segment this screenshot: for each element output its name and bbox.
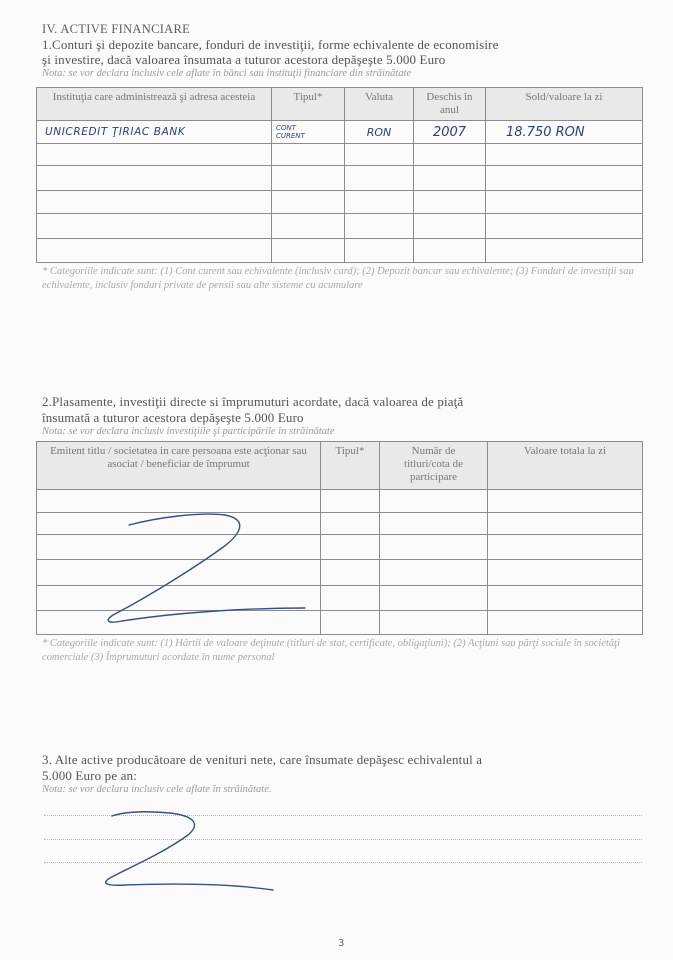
cell bbox=[37, 535, 321, 560]
page-number: 3 bbox=[338, 938, 345, 949]
cell bbox=[380, 586, 488, 611]
col-header-total-value: Valoare totala la zi bbox=[488, 442, 643, 490]
section3-heading-line1: 3. Alte active producătoare de venituri nete, care însumate depăşesc echivalentul a bbox=[42, 752, 483, 767]
cell bbox=[414, 166, 486, 191]
cell bbox=[37, 166, 272, 191]
section2-heading-line2: însumată a tuturor acestora depăşeşte 5.000 Euro bbox=[42, 410, 304, 425]
cell bbox=[486, 191, 643, 214]
table-row bbox=[37, 121, 643, 144]
cell bbox=[488, 586, 643, 611]
cell bbox=[380, 490, 488, 513]
cell bbox=[345, 214, 414, 239]
cell bbox=[321, 586, 380, 611]
table-row bbox=[37, 144, 643, 166]
cell bbox=[380, 535, 488, 560]
cell bbox=[321, 490, 380, 513]
cell bbox=[272, 144, 345, 166]
col-header-issuer: Emitent titlu / societatea in care persoana este acţionar sau asociat / beneficiar de împrumut bbox=[37, 442, 321, 490]
cell bbox=[488, 513, 643, 535]
col-header-balance: Sold/valoare la zi bbox=[486, 88, 643, 121]
cell bbox=[321, 535, 380, 560]
table-row bbox=[37, 560, 643, 586]
cell bbox=[37, 560, 321, 586]
section2-heading-line1: 2.Plasamente, investiţii directe si împrumuturi acordate, dacă valoarea de piaţă bbox=[42, 394, 464, 409]
cell bbox=[37, 239, 272, 263]
cell bbox=[488, 535, 643, 560]
cell bbox=[321, 611, 380, 635]
cell bbox=[321, 513, 380, 535]
table-row bbox=[37, 490, 643, 513]
table-row bbox=[37, 239, 643, 263]
table-row bbox=[37, 535, 643, 560]
cell bbox=[380, 560, 488, 586]
cell bbox=[345, 191, 414, 214]
section-title: IV. ACTIVE FINANCIARE bbox=[42, 22, 191, 36]
cell bbox=[486, 166, 643, 191]
cell bbox=[37, 214, 272, 239]
cell bbox=[380, 513, 488, 535]
cell-institution: UNICREDIT ŢIRIAC BANK bbox=[37, 121, 272, 144]
col-header-type: Tipul* bbox=[272, 88, 345, 121]
cell bbox=[414, 191, 486, 214]
cell bbox=[272, 239, 345, 263]
cell bbox=[345, 239, 414, 263]
dotted-fill-line bbox=[44, 839, 642, 840]
cell bbox=[272, 166, 345, 191]
cell bbox=[37, 144, 272, 166]
table-row bbox=[37, 191, 643, 214]
section1-heading-line2: şi investire, dacă valoarea însumata a tuturor acestora depăşeşte 5.000 Euro bbox=[42, 52, 446, 67]
table-row bbox=[37, 166, 643, 191]
cell bbox=[321, 560, 380, 586]
table-header-row bbox=[37, 88, 643, 121]
section3-nota: Nota: se vor declara inclusiv cele aflate în străinătate. bbox=[42, 784, 272, 795]
cell bbox=[488, 560, 643, 586]
dotted-fill-line bbox=[44, 862, 642, 863]
cell bbox=[486, 144, 643, 166]
cell bbox=[488, 490, 643, 513]
cell bbox=[272, 191, 345, 214]
cell-balance: 18.750 RON bbox=[486, 121, 643, 144]
col-header-share-count: Număr de titluri/cota de participare bbox=[380, 442, 488, 490]
cell-type bbox=[272, 121, 345, 144]
cell bbox=[414, 144, 486, 166]
cell-opened-year: 2007 bbox=[414, 121, 486, 144]
section2-nota: Nota: se vor declara inclusiv investiţiile şi participările în străinătate bbox=[42, 426, 335, 437]
handwritten-z-mark-section3 bbox=[106, 812, 273, 890]
table-row bbox=[37, 214, 643, 239]
dotted-fill-line bbox=[44, 815, 642, 816]
cell-type-text: CONT CURENT bbox=[276, 124, 305, 140]
table-row bbox=[37, 611, 643, 635]
cell bbox=[486, 214, 643, 239]
section1-footnote: * Categoriile indicate sunt: (1) Cont curent sau echivalente (inclusiv card); (2) Depozit bancar sau echivalente; (3) Fonduri de investiţii sau echivalente, inclusiv fonduri private de pensii sau alte sisteme cu acumulare bbox=[42, 266, 634, 291]
cell bbox=[380, 611, 488, 635]
cell bbox=[37, 611, 321, 635]
section2-footnote: * Categoriile indicate sunt: (1) Hârtii de valoare deţinute (titluri de stat, certificate, obligaţiuni); (2) Acţiuni sau părţi sociale în societăţi comerciale (3) Împrumuturi acordate în nume personal bbox=[42, 638, 620, 663]
section1-heading-line1: 1.Conturi şi depozite bancare, fonduri de investiţii, forme echivalente de economisire bbox=[42, 37, 499, 52]
table-row bbox=[37, 586, 643, 611]
cell bbox=[414, 214, 486, 239]
section3-heading-line2: 5.000 Euro pe an: bbox=[42, 768, 137, 783]
investments-table bbox=[36, 441, 643, 635]
table-row bbox=[37, 513, 643, 535]
cell bbox=[345, 144, 414, 166]
cell bbox=[486, 239, 643, 263]
cell bbox=[37, 586, 321, 611]
cell bbox=[414, 239, 486, 263]
cell bbox=[272, 214, 345, 239]
cell bbox=[37, 191, 272, 214]
col-header-opened-year: Deschis în anul bbox=[414, 88, 486, 121]
bank-accounts-table bbox=[36, 87, 643, 263]
cell bbox=[488, 611, 643, 635]
cell-currency: RON bbox=[345, 121, 414, 144]
col-header-institution: Instituţia care administrează şi adresa acesteia bbox=[37, 88, 272, 121]
col-header-currency: Valuta bbox=[345, 88, 414, 121]
cell bbox=[37, 513, 321, 535]
cell bbox=[345, 166, 414, 191]
section1-nota: Nota: se vor declara inclusiv cele aflate în bănci sau instituţii financiare din străinătate bbox=[42, 68, 412, 79]
cell bbox=[37, 490, 321, 513]
col-header-type: Tipul* bbox=[321, 442, 380, 490]
table-header-row bbox=[37, 442, 643, 490]
